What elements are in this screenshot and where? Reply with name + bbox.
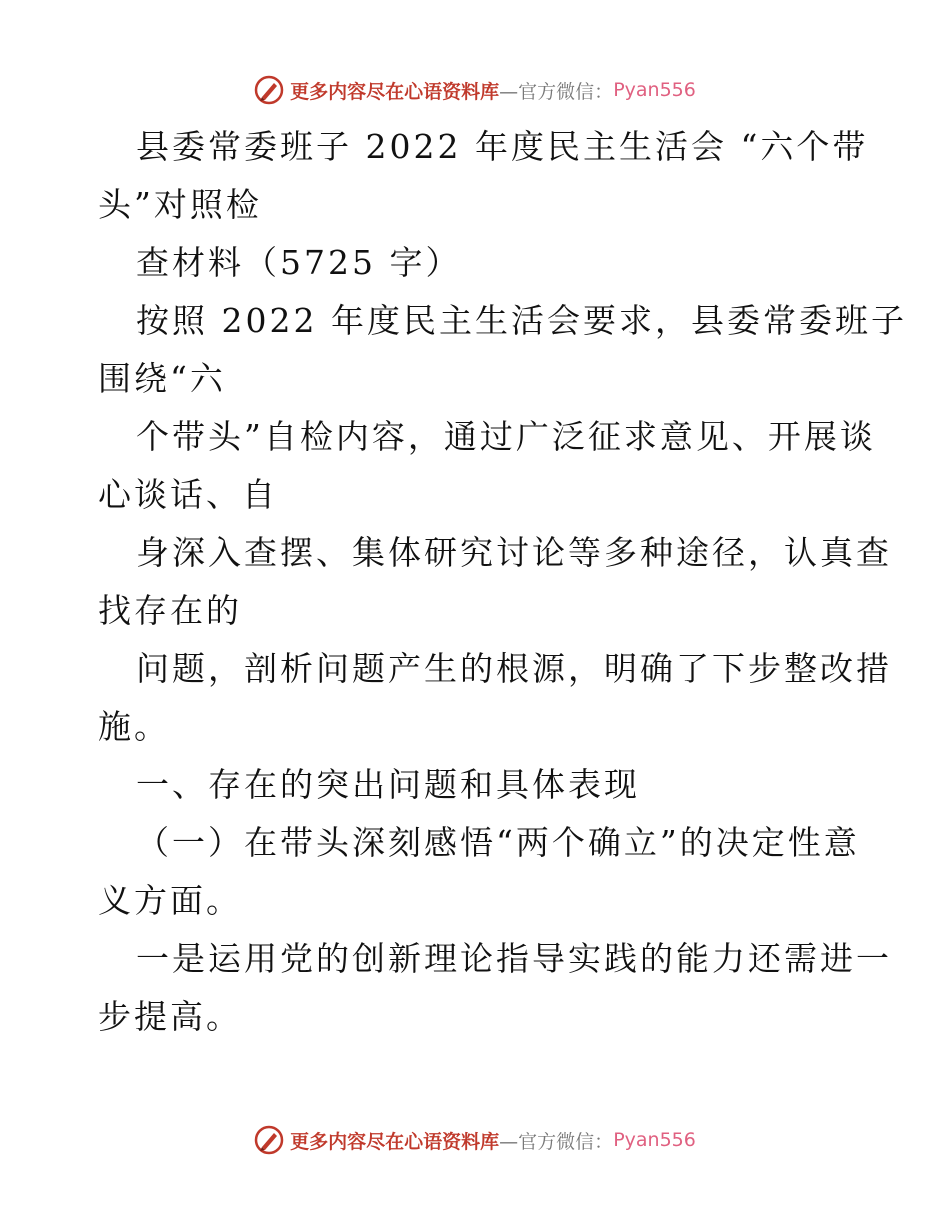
document-body — [98, 118, 907, 1046]
pen-logo-icon — [254, 75, 284, 105]
body-text-line: 围绕“六 — [98, 359, 226, 398]
body-text-line: 查材料（5725 字） — [136, 243, 462, 282]
body-text-line: （一）在带头深刻感悟“两个确立”的决定性意 — [136, 823, 860, 862]
body-text-line: 找存在的 — [98, 591, 242, 630]
pen-logo-icon — [254, 1125, 284, 1155]
banner-red-text: 更多内容尽在心语资料库 — [290, 1130, 500, 1153]
banner-dash-text: —官方微信： — [499, 80, 614, 103]
body-text-line: 一、存在的突出问题和具体表现 — [136, 765, 640, 804]
body-text-line: 头”对照检 — [98, 185, 262, 224]
body-text-line: 施。 — [98, 707, 170, 746]
body-text-line: 县委常委班子 2022 年度民主生活会 “六个带 — [136, 127, 869, 166]
banner-wechat-id: Pyan556 — [613, 79, 696, 101]
body-text-line: 问题，剖析问题产生的根源，明确了下步整改措 — [136, 649, 892, 688]
banner-red-text: 更多内容尽在心语资料库 — [290, 80, 500, 103]
body-text-line: 步提高。 — [98, 997, 242, 1036]
header-banner — [0, 70, 950, 110]
footer-banner — [0, 1120, 950, 1160]
body-text-line: 个带头”自检内容，通过广泛征求意见、开展谈 — [136, 417, 876, 456]
body-text-line: 按照 2022 年度民主生活会要求，县委常委班子 — [136, 301, 907, 340]
banner-dash-text: —官方微信： — [499, 1130, 614, 1153]
body-text-line: 心谈话、自 — [98, 475, 278, 514]
body-text-line: 一是运用党的创新理论指导实践的能力还需进一 — [136, 939, 892, 978]
body-text-line: 义方面。 — [98, 881, 242, 920]
body-text-line: 身深入查摆、集体研究讨论等多种途径，认真查 — [136, 533, 892, 572]
banner-wechat-id: Pyan556 — [613, 1129, 696, 1151]
